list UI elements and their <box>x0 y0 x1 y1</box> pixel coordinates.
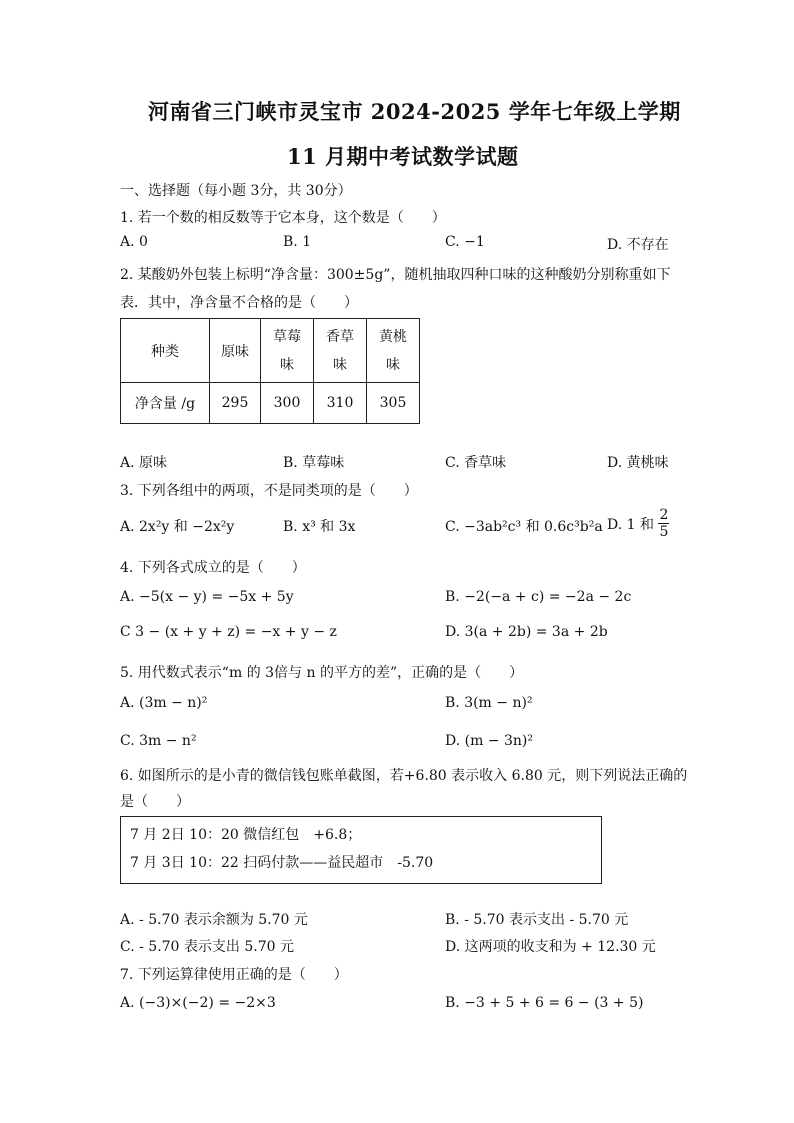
q2-option-d: D. 黄桃味 <box>607 455 669 471</box>
q2-option-c: C. 香草味 <box>445 455 507 471</box>
q6-option-c: C. - 5.70 表示支出 5.70 元 <box>120 939 294 955</box>
q4-option-c: C 3 − (x + y + z) = −x + y − z <box>120 624 337 640</box>
q3-option-d <box>607 507 669 540</box>
section-heading: 一、选择题（每小题 3分，共 30分） <box>120 183 352 199</box>
q7-stem: 7. 下列运算律使用正确的是（ ） <box>120 967 348 983</box>
q5-option-d: D. (m − 3n)² <box>445 733 533 749</box>
page-title-line2: 11 月期中考试数学试题 <box>287 144 519 169</box>
page-title-line1: 河南省三门峡市灵宝市 2024-2025 学年七年级上学期 <box>148 99 681 124</box>
q6-stem-line1: 6. 如图所示的是小青的微信钱包账单截图，若+6.80 表示收入 6.80 元，则下列说法正确的 <box>120 768 688 784</box>
q6-option-a: A. - 5.70 表示余额为 5.70 元 <box>120 912 308 928</box>
q4-option-d: D. 3(a + 2b) = 3a + 2b <box>445 624 608 640</box>
q6-stem-line2: 是（ ） <box>120 794 190 810</box>
q6-option-d: D. 这两项的收支和为 + 12.30 元 <box>445 939 656 955</box>
q5-option-b: B. 3(m − n)² <box>445 695 533 711</box>
q4-option-b: B. −2(−a + c) = −2a − 2c <box>445 589 632 605</box>
q2-stem-line1: 2. 某酸奶外包装上标明“净含量：300±5g”，随机抽取四种口味的这种酸奶分别称重如下 <box>120 267 671 283</box>
q3-option-a: A. 2x²y 和 −2x²y <box>120 519 235 535</box>
q2-option-a: A. 原味 <box>120 455 168 471</box>
q5-stem: 5. 用代数式表示“m 的 3倍与 n 的平方的差”，正确的是（ ） <box>120 665 524 681</box>
table-row-label: 净含量 /g <box>121 383 210 424</box>
q1-option-d: D. 不存在 <box>607 237 669 253</box>
table-header-cell: 草莓味 <box>261 319 314 383</box>
q4-option-a: A. −5(x − y) = −5x + 5y <box>120 589 294 605</box>
q2-option-b: B. 草莓味 <box>283 455 345 471</box>
q3-option-c: C. −3ab²c³ 和 0.6c³b²a <box>445 519 603 535</box>
table-cell: 305 <box>367 383 420 424</box>
table-header-cell: 香草味 <box>314 319 367 383</box>
table-cell: 295 <box>210 383 261 424</box>
q1-option-b: B. 1 <box>283 234 312 250</box>
bill-entry-2: 7 月 3日 10：22 扫码付款——益民超市 -5.70 <box>130 855 434 871</box>
q2-stem-line2: 表．其中，净含量不合格的是（ ） <box>120 295 358 311</box>
q1-stem: 1. 若一个数的相反数等于它本身，这个数是（ ） <box>120 210 446 226</box>
table-row <box>121 319 420 383</box>
table-row <box>121 383 420 424</box>
wechat-bill-box <box>120 816 602 884</box>
q3-option-d-label: D. 1 和 <box>607 516 654 533</box>
q4-stem: 4. 下列各式成立的是（ ） <box>120 560 306 576</box>
fraction <box>658 507 669 540</box>
table-header-cell: 黄桃味 <box>367 319 420 383</box>
fraction-denominator: 5 <box>659 524 669 540</box>
q7-option-a: A. (−3)×(−2) = −2×3 <box>120 995 276 1011</box>
q7-option-b: B. −3 + 5 + 6 = 6 − (3 + 5) <box>445 995 644 1011</box>
q3-option-b: B. x³ 和 3x <box>283 519 356 535</box>
q2-table <box>120 318 420 424</box>
table-cell: 310 <box>314 383 367 424</box>
table-cell: 300 <box>261 383 314 424</box>
q5-option-a: A. (3m − n)² <box>120 695 208 711</box>
table-header-cell: 原味 <box>210 319 261 383</box>
q6-option-b: B. - 5.70 表示支出 - 5.70 元 <box>445 912 629 928</box>
q1-option-c: C. −1 <box>445 234 485 250</box>
bill-entry-1: 7 月 2日 10：20 微信红包 +6.8； <box>130 827 362 843</box>
fraction-numerator: 2 <box>659 507 669 523</box>
q5-option-c: C. 3m − n² <box>120 733 197 749</box>
q1-option-a: A. 0 <box>120 234 148 250</box>
q3-stem: 3. 下列各组中的两项，不是同类项的是（ ） <box>120 483 418 499</box>
table-header-cell: 种类 <box>121 319 210 383</box>
